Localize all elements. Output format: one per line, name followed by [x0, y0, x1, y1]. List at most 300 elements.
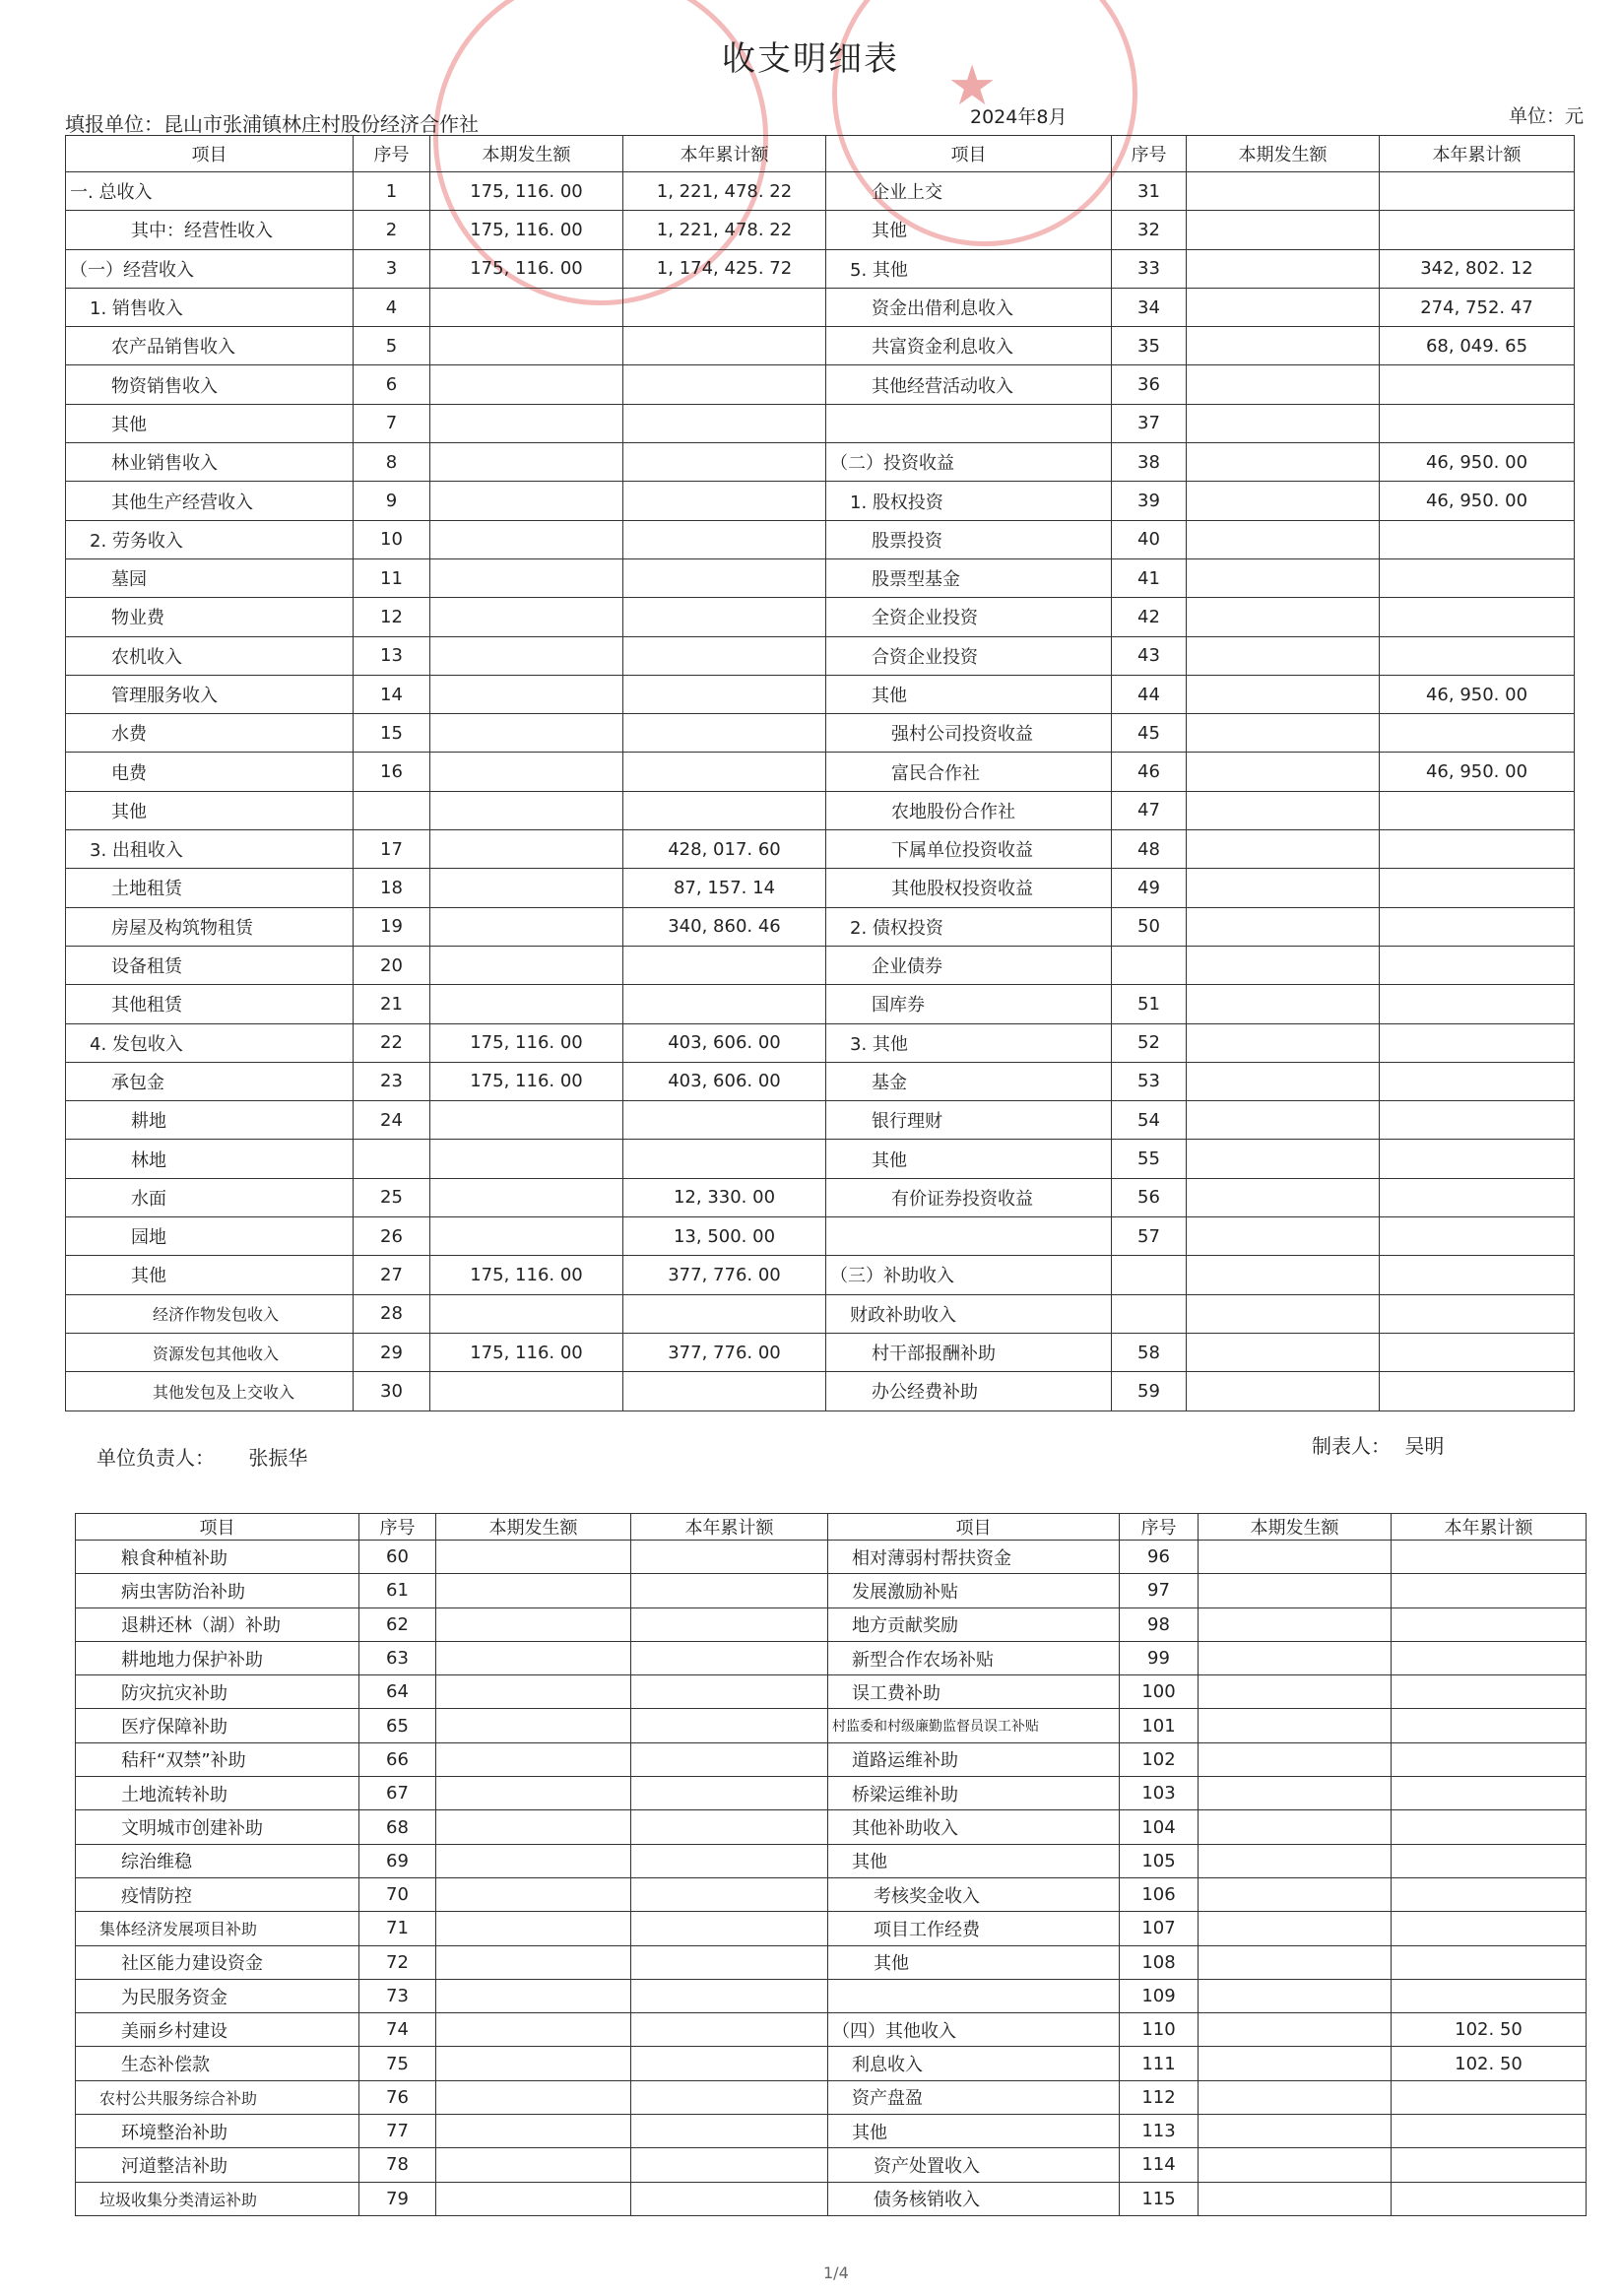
table-row — [66, 482, 1575, 520]
row-item: 债务核销收入 — [828, 2182, 1120, 2215]
row-item: 基金 — [826, 1062, 1112, 1100]
row-item — [826, 404, 1112, 442]
row-ytd — [1380, 1256, 1575, 1294]
row-item: 粮食种植补助 — [76, 1541, 359, 1574]
row-seq: 62 — [359, 1607, 436, 1641]
row-current — [1187, 288, 1380, 326]
table-row — [76, 1844, 1587, 1877]
row-ytd — [1380, 791, 1575, 829]
row-current — [430, 1140, 623, 1178]
row-seq: 20 — [354, 946, 430, 984]
col-header: 项目 — [828, 1514, 1120, 1541]
row-current — [1199, 1810, 1392, 1844]
row-item: 1. 销售收入 — [66, 288, 354, 326]
row-item: 富民合作社 — [826, 753, 1112, 791]
row-ytd — [1392, 2182, 1587, 2215]
row-item: 新型合作农场补贴 — [828, 1641, 1120, 1674]
row-item: 3. 其他 — [826, 1023, 1112, 1062]
col-header: 项目 — [66, 136, 354, 172]
table-row — [66, 791, 1575, 829]
row-seq: 29 — [354, 1333, 430, 1371]
row-ytd — [1380, 985, 1575, 1023]
row-seq: 23 — [354, 1062, 430, 1100]
row-current — [1199, 1709, 1392, 1742]
row-item: 环境整治补助 — [76, 2115, 359, 2148]
row-item: 其他 — [66, 791, 354, 829]
row-seq: 14 — [354, 675, 430, 713]
table-row — [66, 598, 1575, 636]
row-ytd — [1380, 830, 1575, 869]
row-current — [1187, 598, 1380, 636]
row-item: 水面 — [66, 1178, 354, 1216]
row-ytd — [631, 2013, 828, 2047]
row-seq: 28 — [354, 1294, 430, 1333]
row-current — [436, 2115, 631, 2148]
row-current — [436, 1675, 631, 1709]
row-seq — [1112, 1294, 1187, 1333]
row-ytd — [1380, 520, 1575, 558]
row-current — [436, 1574, 631, 1607]
table-row — [66, 830, 1575, 869]
row-ytd — [623, 598, 826, 636]
row-current — [430, 791, 623, 829]
row-ytd — [1380, 1217, 1575, 1256]
row-ytd — [631, 2080, 828, 2114]
row-current — [430, 520, 623, 558]
table-row — [66, 327, 1575, 365]
row-ytd: 102. 50 — [1392, 2013, 1587, 2047]
table-row — [66, 1217, 1575, 1256]
row-seq: 40 — [1112, 520, 1187, 558]
row-current — [430, 327, 623, 365]
row-ytd — [1392, 2115, 1587, 2148]
row-item: 房屋及构筑物租赁 — [66, 907, 354, 946]
row-current — [430, 482, 623, 520]
row-item: 企业债券 — [826, 946, 1112, 984]
table-row — [66, 675, 1575, 713]
row-ytd — [631, 2148, 828, 2182]
row-seq: 18 — [354, 869, 430, 907]
row-seq: 11 — [354, 558, 430, 597]
row-ytd — [1392, 1877, 1587, 1911]
row-item: 2. 债权投资 — [826, 907, 1112, 946]
table-row — [76, 1675, 1587, 1709]
row-ytd — [623, 714, 826, 753]
row-seq: 67 — [359, 1777, 436, 1810]
row-current — [430, 1372, 623, 1410]
row-item: 园地 — [66, 1217, 354, 1256]
row-ytd: 428, 017. 60 — [623, 830, 826, 869]
table-row — [76, 1777, 1587, 1810]
row-item: 5. 其他 — [826, 249, 1112, 288]
row-seq: 41 — [1112, 558, 1187, 597]
row-ytd: 377, 776. 00 — [623, 1256, 826, 1294]
row-current — [1187, 830, 1380, 869]
row-current — [436, 1912, 631, 1945]
row-item: 资产盘盈 — [828, 2080, 1120, 2114]
table-row — [66, 520, 1575, 558]
row-current — [430, 365, 623, 404]
row-item: 农产品销售收入 — [66, 327, 354, 365]
row-current — [1199, 1675, 1392, 1709]
table-row — [66, 288, 1575, 326]
table-row — [76, 1607, 1587, 1641]
row-current — [1199, 2047, 1392, 2080]
row-seq: 97 — [1120, 1574, 1199, 1607]
reporting-unit: 填报单位：昆山市张浦镇林庄村股份经济合作社 — [65, 112, 479, 136]
row-seq: 26 — [354, 1217, 430, 1256]
row-current — [1199, 2013, 1392, 2047]
row-item: 医疗保障补助 — [76, 1709, 359, 1742]
table-row — [76, 1742, 1587, 1776]
row-ytd: 46, 950. 00 — [1380, 443, 1575, 482]
row-current — [1187, 327, 1380, 365]
row-item: 2. 劳务收入 — [66, 520, 354, 558]
row-item: 办公经费补助 — [826, 1372, 1112, 1410]
row-ytd: 403, 606. 00 — [623, 1023, 826, 1062]
row-seq: 6 — [354, 365, 430, 404]
row-ytd: 12, 330. 00 — [623, 1178, 826, 1216]
row-seq: 101 — [1120, 1709, 1199, 1742]
unit-leader — [97, 1442, 307, 1471]
report-period: 2024年8月 — [970, 106, 1068, 128]
table-row — [66, 753, 1575, 791]
row-current — [1187, 946, 1380, 984]
row-item: 利息收入 — [828, 2047, 1120, 2080]
table-row — [66, 946, 1575, 984]
row-ytd: 342, 802. 12 — [1380, 249, 1575, 288]
row-item: 物业费 — [66, 598, 354, 636]
row-item: 股票投资 — [826, 520, 1112, 558]
col-header: 序号 — [1120, 1514, 1199, 1541]
row-ytd: 46, 950. 00 — [1380, 675, 1575, 713]
row-current — [1187, 791, 1380, 829]
row-seq: 52 — [1112, 1023, 1187, 1062]
row-ytd — [623, 636, 826, 675]
row-current — [436, 1844, 631, 1877]
row-current — [1187, 1256, 1380, 1294]
row-item: 股票型基金 — [826, 558, 1112, 597]
row-current — [1199, 2080, 1392, 2114]
row-ytd — [623, 443, 826, 482]
row-seq: 58 — [1112, 1333, 1187, 1371]
row-current — [430, 714, 623, 753]
row-seq: 70 — [359, 1877, 436, 1911]
table-row — [66, 249, 1575, 288]
row-seq: 49 — [1112, 869, 1187, 907]
row-ytd — [1392, 1945, 1587, 1979]
table-row — [66, 211, 1575, 249]
row-item: 发展激励补贴 — [828, 1574, 1120, 1607]
col-header: 本年累计额 — [1392, 1514, 1587, 1541]
row-current — [430, 404, 623, 442]
row-seq: 71 — [359, 1912, 436, 1945]
row-ytd — [631, 1709, 828, 1742]
table-row — [66, 1178, 1575, 1216]
row-seq: 51 — [1112, 985, 1187, 1023]
col-header: 序号 — [359, 1514, 436, 1541]
row-seq: 104 — [1120, 1810, 1199, 1844]
table-row — [66, 714, 1575, 753]
row-ytd — [1392, 1777, 1587, 1810]
row-item: （一）经营收入 — [66, 249, 354, 288]
row-ytd — [1380, 907, 1575, 946]
row-item: （二）投资收益 — [826, 443, 1112, 482]
row-item: 承包金 — [66, 1062, 354, 1100]
row-ytd — [1380, 1294, 1575, 1333]
row-ytd — [623, 946, 826, 984]
row-current — [436, 1979, 631, 2012]
row-seq: 106 — [1120, 1877, 1199, 1911]
row-current — [1199, 1912, 1392, 1945]
row-seq: 22 — [354, 1023, 430, 1062]
row-item — [828, 1979, 1120, 2012]
row-item: 村干部报酬补助 — [826, 1333, 1112, 1371]
row-ytd — [631, 1912, 828, 1945]
row-item: 河道整洁补助 — [76, 2148, 359, 2182]
row-seq: 1 — [354, 172, 430, 211]
row-item: 桥梁运维补助 — [828, 1777, 1120, 1810]
row-item: 合资企业投资 — [826, 636, 1112, 675]
row-item: 其他 — [66, 1256, 354, 1294]
row-item: 项目工作经费 — [828, 1912, 1120, 1945]
row-ytd — [1380, 598, 1575, 636]
row-ytd — [623, 482, 826, 520]
row-ytd — [623, 1101, 826, 1140]
row-seq: 34 — [1112, 288, 1187, 326]
table-row — [66, 1333, 1575, 1371]
row-seq: 21 — [354, 985, 430, 1023]
table-maker — [1312, 1430, 1444, 1459]
row-item: 共富资金利息收入 — [826, 327, 1112, 365]
row-current — [1199, 2182, 1392, 2215]
row-item: 退耕还林（湖）补助 — [76, 1607, 359, 1641]
row-current — [1199, 1574, 1392, 1607]
subsidy-detail-table — [75, 1513, 1587, 2216]
row-current — [1187, 1372, 1380, 1410]
row-item: 其他 — [828, 1945, 1120, 1979]
col-header: 本年累计额 — [631, 1514, 828, 1541]
row-ytd: 340, 860. 46 — [623, 907, 826, 946]
row-item: 银行理财 — [826, 1101, 1112, 1140]
row-item: 设备租赁 — [66, 946, 354, 984]
row-seq: 33 — [1112, 249, 1187, 288]
row-current — [436, 1607, 631, 1641]
row-ytd — [631, 1945, 828, 1979]
row-item: 病虫害防治补助 — [76, 1574, 359, 1607]
row-item: 1. 股权投资 — [826, 482, 1112, 520]
row-seq — [354, 1140, 430, 1178]
table-row — [66, 404, 1575, 442]
row-current — [1187, 1023, 1380, 1062]
row-item: 其他 — [826, 675, 1112, 713]
row-seq: 102 — [1120, 1742, 1199, 1776]
row-item: 其他股权投资收益 — [826, 869, 1112, 907]
row-seq: 79 — [359, 2182, 436, 2215]
row-seq: 54 — [1112, 1101, 1187, 1140]
table-header-row — [76, 1514, 1587, 1541]
row-seq: 72 — [359, 1945, 436, 1979]
row-seq: 32 — [1112, 211, 1187, 249]
row-item: 误工费补助 — [828, 1675, 1120, 1709]
table-row — [66, 365, 1575, 404]
row-current — [430, 907, 623, 946]
row-ytd — [1380, 1023, 1575, 1062]
row-ytd — [1380, 172, 1575, 211]
row-ytd: 87, 157. 14 — [623, 869, 826, 907]
row-current — [1187, 1294, 1380, 1333]
row-ytd — [631, 2115, 828, 2148]
row-seq: 12 — [354, 598, 430, 636]
row-current — [1199, 1742, 1392, 1776]
row-ytd: 46, 950. 00 — [1380, 482, 1575, 520]
row-ytd — [623, 327, 826, 365]
row-seq: 109 — [1120, 1979, 1199, 2012]
row-item: 企业上交 — [826, 172, 1112, 211]
row-item: 土地流转补助 — [76, 1777, 359, 1810]
row-seq: 37 — [1112, 404, 1187, 442]
leader-label: 单位负责人： — [97, 1446, 215, 1470]
row-current — [1187, 1178, 1380, 1216]
currency-unit: 单位：元 — [1508, 105, 1584, 127]
row-item: 资源发包其他收入 — [66, 1333, 354, 1371]
row-current — [1187, 1140, 1380, 1178]
table-row — [76, 1912, 1587, 1945]
row-seq: 27 — [354, 1256, 430, 1294]
row-item: 其他 — [828, 1844, 1120, 1877]
row-current — [436, 1641, 631, 1674]
row-item: 一. 总收入 — [66, 172, 354, 211]
table-row — [66, 558, 1575, 597]
table-row — [76, 2013, 1587, 2047]
row-item — [826, 1217, 1112, 1256]
row-item: 其中：经营性收入 — [66, 211, 354, 249]
row-seq: 108 — [1120, 1945, 1199, 1979]
row-seq: 39 — [1112, 482, 1187, 520]
row-ytd — [1392, 1675, 1587, 1709]
row-ytd — [623, 1140, 826, 1178]
row-seq: 78 — [359, 2148, 436, 2182]
row-item: 资产处置收入 — [828, 2148, 1120, 2182]
row-current: 175, 116. 00 — [430, 1333, 623, 1371]
row-current — [1187, 869, 1380, 907]
row-seq: 15 — [354, 714, 430, 753]
row-item: 社区能力建设资金 — [76, 1945, 359, 1979]
row-current — [436, 1810, 631, 1844]
row-current — [436, 1541, 631, 1574]
row-seq: 63 — [359, 1641, 436, 1674]
row-ytd — [623, 520, 826, 558]
row-ytd — [623, 365, 826, 404]
row-ytd — [1380, 1140, 1575, 1178]
row-item: 美丽乡村建设 — [76, 2013, 359, 2047]
row-current — [436, 2013, 631, 2047]
col-header: 序号 — [354, 136, 430, 172]
row-current — [1199, 1945, 1392, 1979]
row-current: 175, 116. 00 — [430, 211, 623, 249]
row-ytd — [623, 1372, 826, 1410]
table-row — [76, 1641, 1587, 1674]
row-current — [430, 558, 623, 597]
table-row — [66, 172, 1575, 211]
table-row — [76, 1979, 1587, 2012]
leader-name: 张振华 — [248, 1446, 308, 1470]
table-row — [66, 1062, 1575, 1100]
table-header-row — [66, 136, 1575, 172]
row-seq: 31 — [1112, 172, 1187, 211]
row-current — [1187, 482, 1380, 520]
row-ytd: 1, 221, 478. 22 — [623, 211, 826, 249]
row-item: 其他 — [826, 1140, 1112, 1178]
row-ytd — [1392, 1574, 1587, 1607]
row-current — [436, 1777, 631, 1810]
row-seq: 45 — [1112, 714, 1187, 753]
row-current: 175, 116. 00 — [430, 172, 623, 211]
row-ytd — [1380, 558, 1575, 597]
row-item: 4. 发包收入 — [66, 1023, 354, 1062]
row-current — [436, 1742, 631, 1776]
maker-name: 吴明 — [1404, 1434, 1445, 1458]
row-seq: 30 — [354, 1372, 430, 1410]
row-ytd — [631, 1675, 828, 1709]
row-seq: 74 — [359, 2013, 436, 2047]
row-current — [1187, 558, 1380, 597]
row-ytd — [623, 288, 826, 326]
table-row — [66, 869, 1575, 907]
row-seq: 76 — [359, 2080, 436, 2114]
row-current — [1187, 443, 1380, 482]
row-ytd — [1392, 1844, 1587, 1877]
row-current — [1187, 1101, 1380, 1140]
row-seq: 47 — [1112, 791, 1187, 829]
row-seq: 25 — [354, 1178, 430, 1216]
row-ytd — [1380, 1101, 1575, 1140]
col-header: 本年累计额 — [1380, 136, 1575, 172]
row-seq: 57 — [1112, 1217, 1187, 1256]
row-ytd — [1392, 1607, 1587, 1641]
row-item: 农地股份合作社 — [826, 791, 1112, 829]
row-seq: 43 — [1112, 636, 1187, 675]
row-item: 疫情防控 — [76, 1877, 359, 1911]
row-seq: 17 — [354, 830, 430, 869]
row-current — [1187, 404, 1380, 442]
row-seq: 9 — [354, 482, 430, 520]
row-item: 其他经营活动收入 — [826, 365, 1112, 404]
row-item: 垃圾收集分类清运补助 — [76, 2182, 359, 2215]
row-item: 文明城市创建补助 — [76, 1810, 359, 1844]
table-row — [66, 1140, 1575, 1178]
row-item: 墓园 — [66, 558, 354, 597]
col-header: 本期发生额 — [436, 1514, 631, 1541]
row-ytd — [1380, 404, 1575, 442]
row-ytd: 1, 174, 425. 72 — [623, 249, 826, 288]
row-ytd: 377, 776. 00 — [623, 1333, 826, 1371]
col-header: 项目 — [76, 1514, 359, 1541]
row-ytd — [1392, 1742, 1587, 1776]
row-seq: 44 — [1112, 675, 1187, 713]
table-row — [76, 1709, 1587, 1742]
row-ytd — [1392, 2080, 1587, 2114]
row-item: 林业销售收入 — [66, 443, 354, 482]
row-ytd — [1380, 211, 1575, 249]
row-current — [436, 2080, 631, 2114]
income-detail-table — [65, 135, 1575, 1411]
row-current: 175, 116. 00 — [430, 1023, 623, 1062]
row-item: 其他 — [828, 2115, 1120, 2148]
row-item: 秸秆“双禁”补助 — [76, 1742, 359, 1776]
row-ytd — [1380, 1062, 1575, 1100]
row-item: 防灾抗灾补助 — [76, 1675, 359, 1709]
